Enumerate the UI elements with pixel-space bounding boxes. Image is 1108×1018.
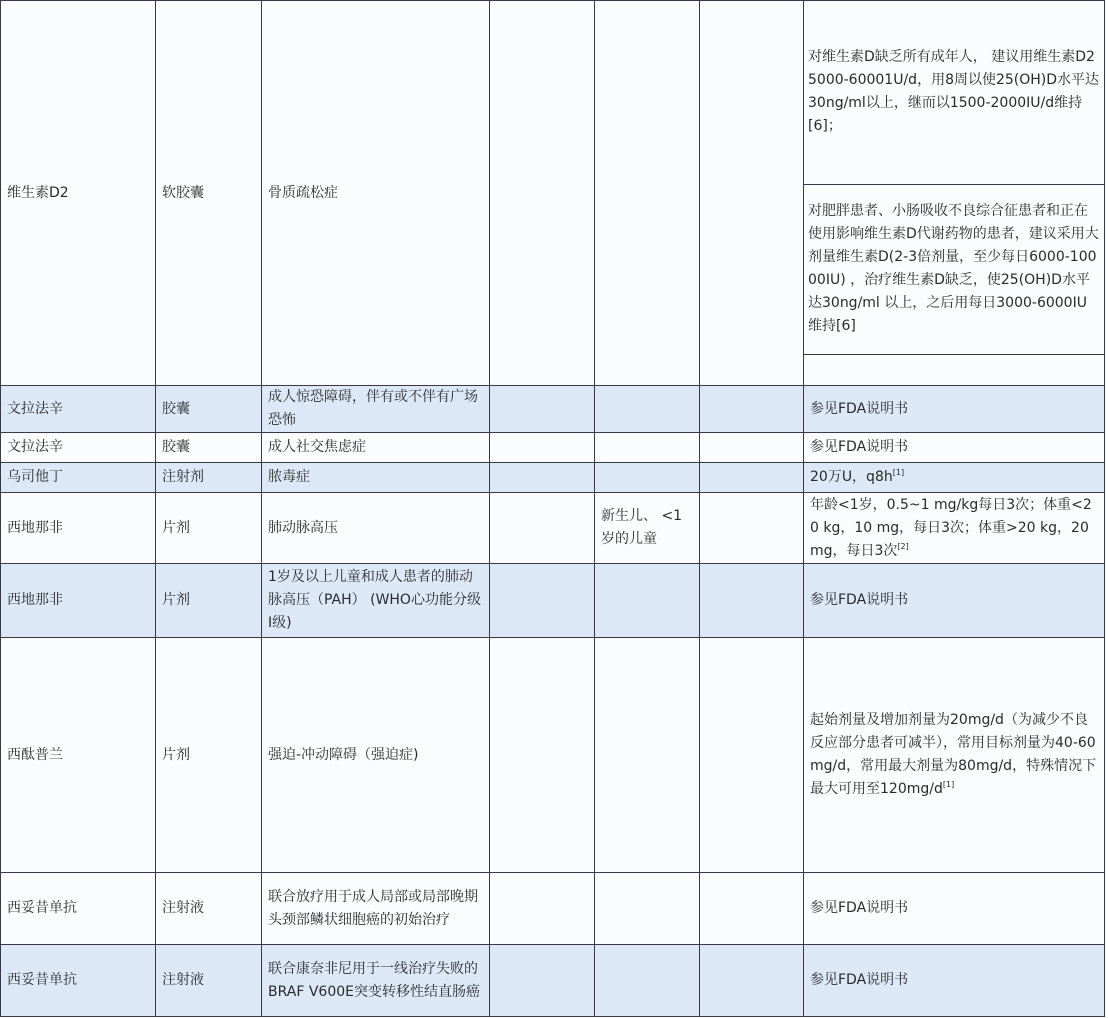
cell-population <box>595 873 700 945</box>
cell-drug: 维生素D2 <box>1 1 156 386</box>
table-row <box>1 493 1105 564</box>
dosage-text: 年龄<1岁，0.5~1 mg/kg每日3次；体重<20 kg，10 mg，每日3次；体重>20 kg，20mg，每日3次 <box>810 496 1092 559</box>
table-row <box>1 386 1105 433</box>
cell-indication: 成人惊恐障碍，伴有或不伴有广场恐怖 <box>262 386 490 433</box>
cell-indication: 1岁及以上儿童和成人患者的肺动脉高压（PAH） (WHO心功能分级 I级) <box>262 564 490 638</box>
cell-form: 片剂 <box>156 564 262 638</box>
cell-dosage: 参见FDA说明书 <box>804 873 1105 945</box>
cell-dosage <box>804 493 1105 564</box>
cell-dosage <box>804 1 1105 386</box>
cell-indication: 骨质疏松症 <box>262 1 490 386</box>
cell-dosage <box>804 463 1105 493</box>
table-row <box>1 1 1105 386</box>
cell-col4 <box>490 564 595 638</box>
cell-col6 <box>700 564 804 638</box>
cell-col4 <box>490 1 595 386</box>
cell-col4 <box>490 873 595 945</box>
cell-form: 注射液 <box>156 945 262 1017</box>
cell-form: 软胶囊 <box>156 1 262 386</box>
cell-dosage: 参见FDA说明书 <box>804 564 1105 638</box>
cell-population <box>595 386 700 433</box>
cell-population <box>595 433 700 463</box>
cell-population <box>595 1 700 386</box>
cell-drug: 西妥昔单抗 <box>1 945 156 1017</box>
cell-drug: 西酞普兰 <box>1 638 156 873</box>
cell-population <box>595 463 700 493</box>
cell-dosage: 参见FDA说明书 <box>804 433 1105 463</box>
cell-col6 <box>700 1 804 386</box>
cell-drug: 文拉法辛 <box>1 433 156 463</box>
cell-drug: 西地那非 <box>1 493 156 564</box>
cell-col6 <box>700 433 804 463</box>
dosage-text: 起始剂量及增加剂量为20mg/d（为减少不良反应部分患者可减半），常用目标剂量为40-60mg/d，常用最大剂量为80mg/d，特殊情况下最大可用至120mg/d <box>810 712 1097 797</box>
table-row <box>1 945 1105 1017</box>
cell-col6 <box>700 493 804 564</box>
cell-form: 注射剂 <box>156 463 262 493</box>
cell-drug: 文拉法辛 <box>1 386 156 433</box>
cell-form: 胶囊 <box>156 386 262 433</box>
cell-col4 <box>490 638 595 873</box>
cell-col4 <box>490 945 595 1017</box>
dosage-text: 20万U，q8h <box>810 469 893 485</box>
dosage-part: 对维生素D缺乏所有成年人， 建议用维生素D2 5000-60001U/d，用8周以使25(OH)D水平达30ng/ml以上，继而以1500-2000IU/d维持[6]； <box>804 1 1104 184</box>
table-row <box>1 564 1105 638</box>
cell-population: 新生儿、 <1岁的儿童 <box>595 493 700 564</box>
cell-indication: 联合放疗用于成人局部或局部晚期头颈部鳞状细胞癌的初始治疗 <box>262 873 490 945</box>
cell-form: 注射液 <box>156 873 262 945</box>
cell-dosage <box>804 638 1105 873</box>
cell-form: 片剂 <box>156 493 262 564</box>
cell-indication: 成人社交焦虑症 <box>262 433 490 463</box>
cell-drug: 西妥昔单抗 <box>1 873 156 945</box>
dosage-part-empty <box>804 354 1104 384</box>
cell-indication: 强迫-冲动障碍（强迫症) <box>262 638 490 873</box>
dosage-subtable <box>804 1 1104 384</box>
table-row <box>1 463 1105 493</box>
cell-col6 <box>700 463 804 493</box>
cell-col6 <box>700 945 804 1017</box>
cell-col4 <box>490 433 595 463</box>
citation-ref: [1] <box>892 468 905 477</box>
cell-col6 <box>700 638 804 873</box>
citation-ref: [1] <box>942 780 955 789</box>
cell-drug: 西地那非 <box>1 564 156 638</box>
cell-dosage: 参见FDA说明书 <box>804 945 1105 1017</box>
cell-population <box>595 564 700 638</box>
cell-col4 <box>490 386 595 433</box>
citation-ref: [2] <box>897 541 909 551</box>
cell-indication: 联合康奈非尼用于一线治疗失败的BRAF V600E突变转移性结直肠癌 <box>262 945 490 1017</box>
cell-form: 胶囊 <box>156 433 262 463</box>
cell-form: 片剂 <box>156 638 262 873</box>
cell-population <box>595 638 700 873</box>
cell-col4 <box>490 463 595 493</box>
cell-population <box>595 945 700 1017</box>
table-row <box>1 433 1105 463</box>
cell-col6 <box>700 873 804 945</box>
cell-dosage: 参见FDA说明书 <box>804 386 1105 433</box>
cell-col6 <box>700 386 804 433</box>
table-row <box>1 873 1105 945</box>
cell-col4 <box>490 493 595 564</box>
cell-indication: 脓毒症 <box>262 463 490 493</box>
cell-drug: 乌司他丁 <box>1 463 156 493</box>
cell-indication: 肺动脉高压 <box>262 493 490 564</box>
table-row <box>1 638 1105 873</box>
dosage-part: 对肥胖患者、小肠吸收不良综合征患者和正在使用影响维生素D代谢药物的患者，建议采用大剂量维生素D(2-3倍剂量，至少每日6000-10000IU) ，治疗维生素D缺乏，使25(OH)D水平达30ng/ml 以上，之后用每日3000-6000IU 维持[6] <box>804 184 1104 354</box>
